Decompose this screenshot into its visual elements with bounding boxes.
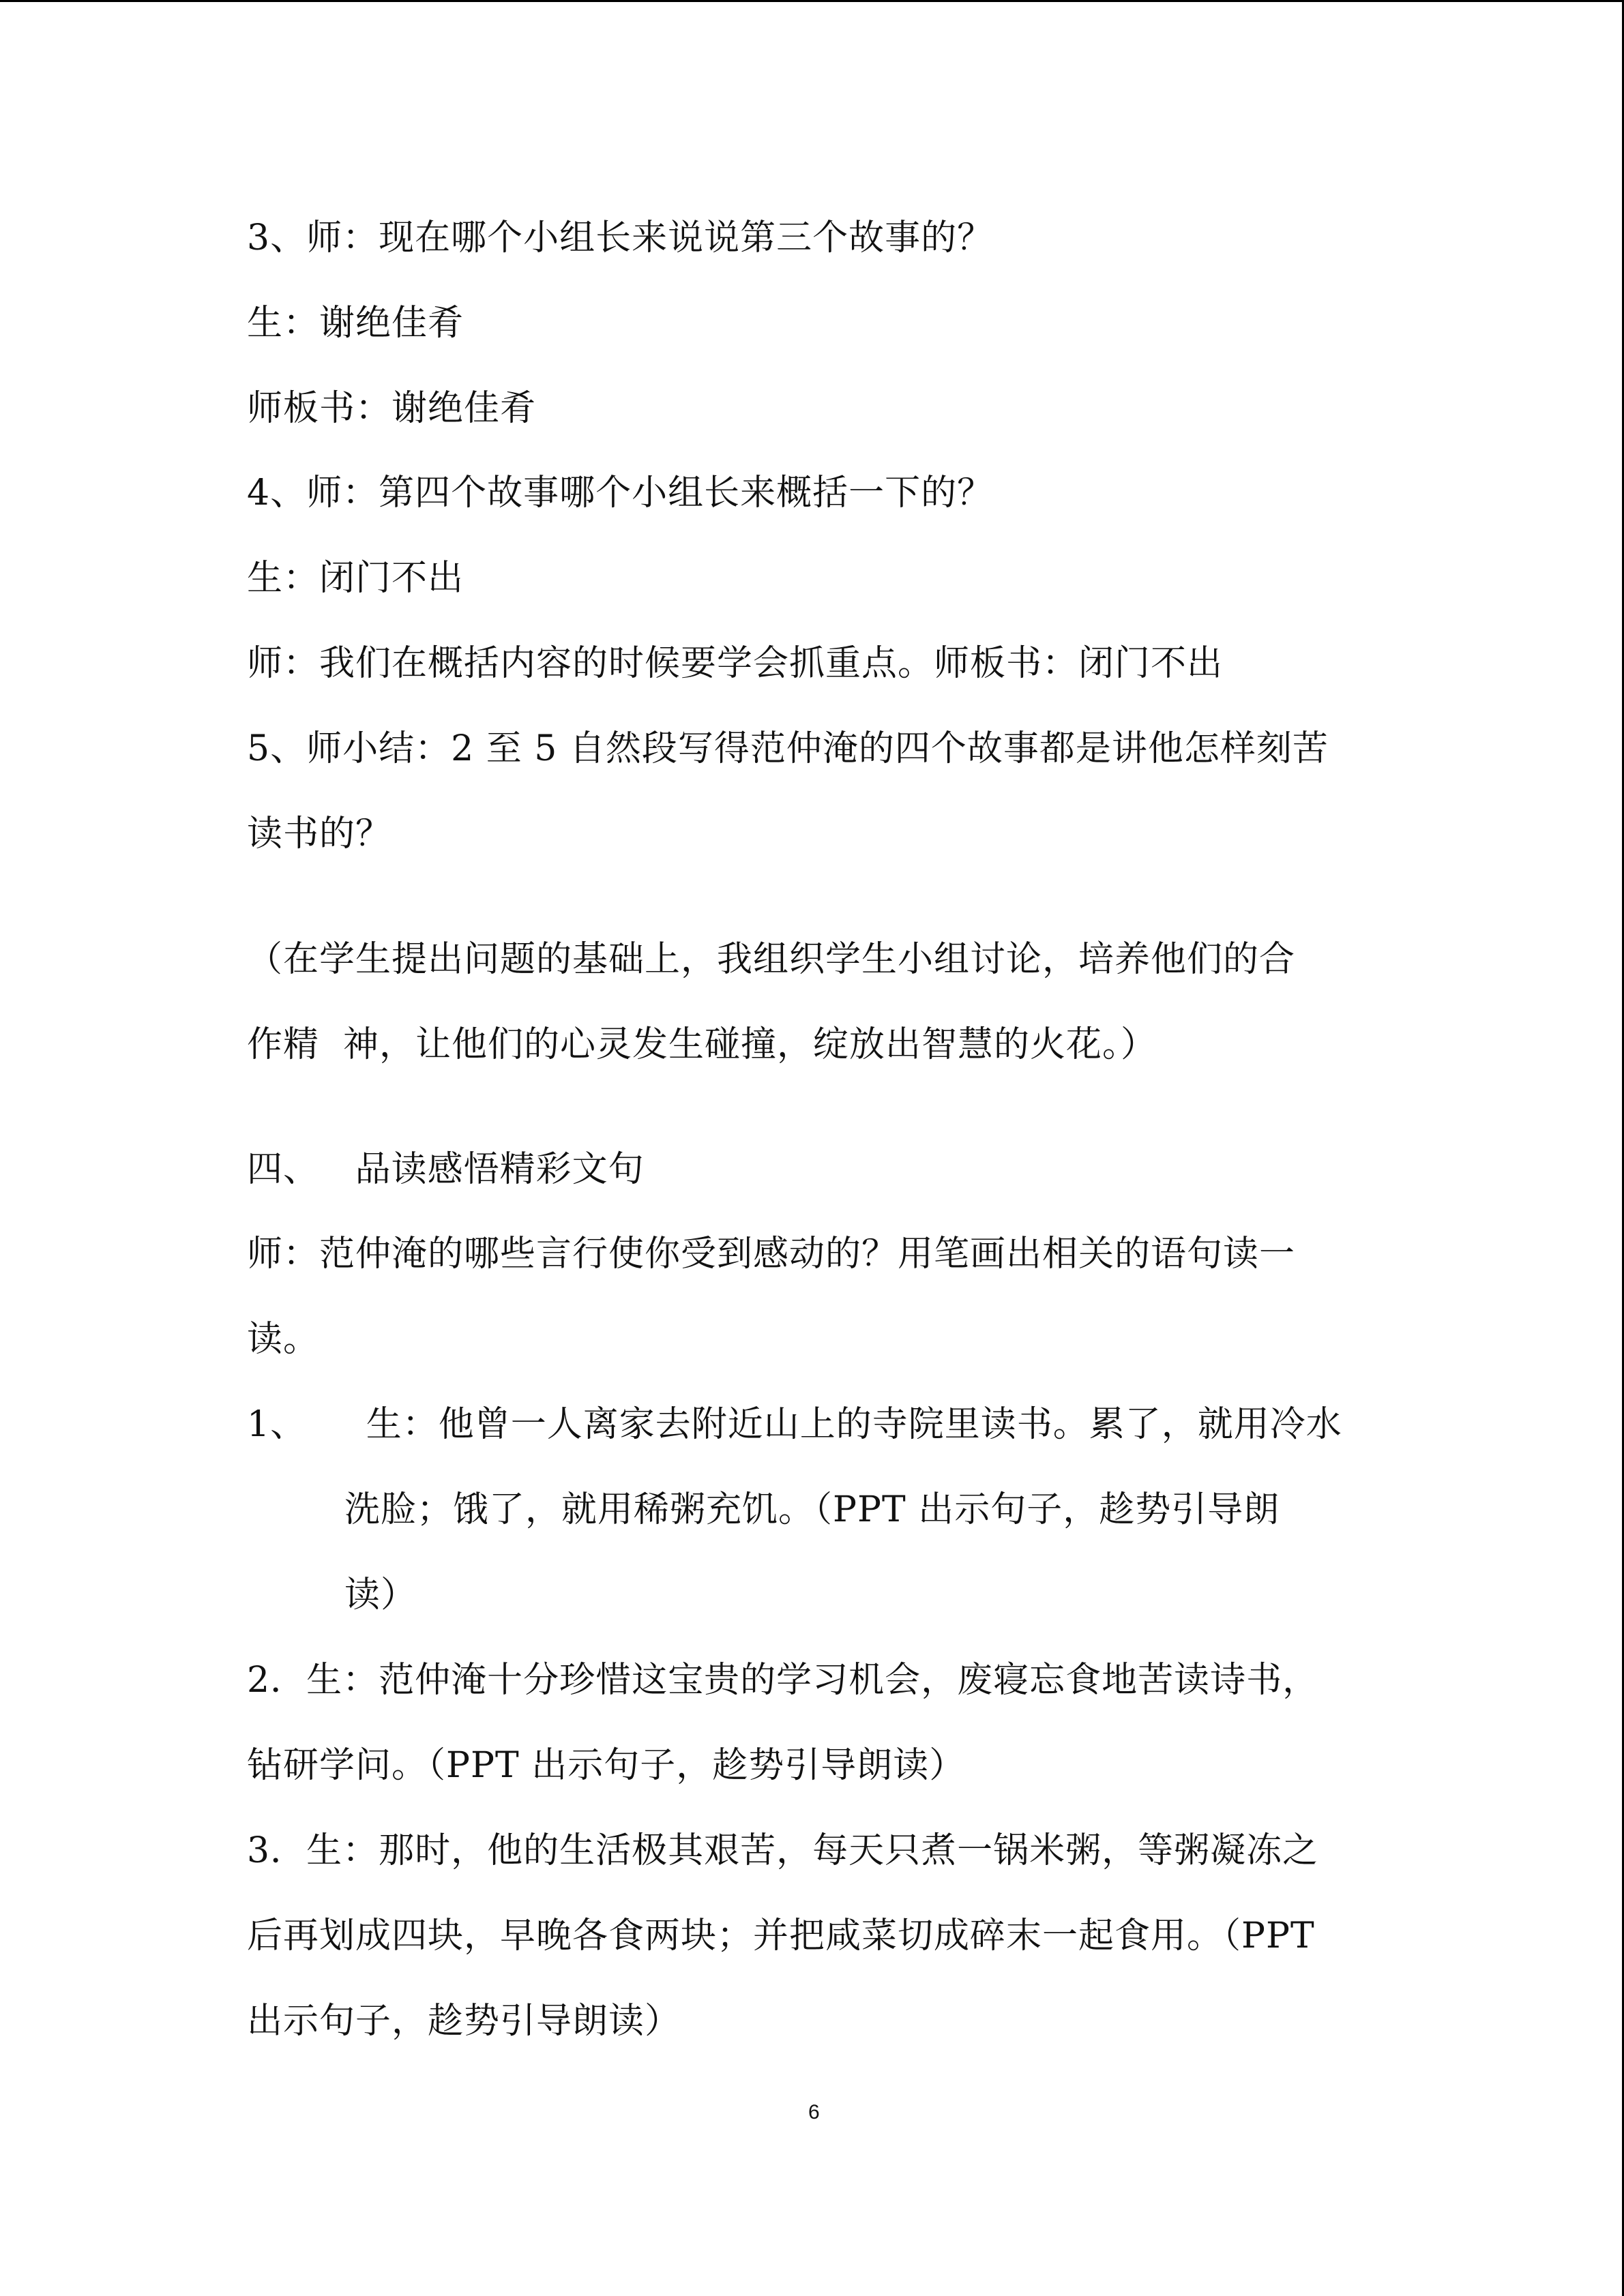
list-item: 2．生：范仲淹十分珍惜这宝贵的学习机会，废寝忘食地苦读诗书，	[247, 1660, 1319, 1701]
text-line: 后再划成四块，早晚各食两块；并把咸菜切成碎末一起食用。（PPT	[247, 1915, 1315, 1956]
text-line: 师板书：谢绝佳肴	[247, 388, 537, 429]
text-line: 3、师：现在哪个小组长来说说第三个故事的？	[247, 218, 994, 258]
section-heading: 四、 品读感悟精彩文句	[247, 1149, 645, 1190]
text-line: 作精 神，让他们的心灵发生碰撞，绽放出智慧的火花。）	[247, 1024, 1157, 1065]
text-line: 出示句子，趁势引导朗读）	[247, 2001, 681, 2042]
text-line: 师：我们在概括内容的时候要学会抓重点。师板书：闭门不出	[247, 643, 1224, 684]
list-item: 3．生：那时，他的生活极其艰苦，每天只煮一锅米粥，等粥凝冻之	[247, 1830, 1319, 1871]
text-line: 生：闭门不出	[247, 558, 464, 599]
text-line: 5、师小结：2 至 5 自然段写得范仲淹的四个故事都是讲他怎样刻苦	[247, 728, 1329, 769]
list-item-continuation: 读）	[344, 1575, 417, 1615]
text-line: 钻研学问。（PPT 出示句子，趁势引导朗读）	[247, 1745, 966, 1786]
text-line: 读书的？	[247, 814, 392, 854]
list-item: 1、 生：他曾一人离家去附近山上的寺院里读书。累了，就用冷水	[247, 1404, 1342, 1445]
text-line: （在学生提出问题的基础上，我组织学生小组讨论，培养他们的合	[247, 939, 1296, 980]
page-number: 6	[808, 2101, 820, 2123]
text-line: 生：谢绝佳肴	[247, 303, 464, 344]
page-top-border	[0, 0, 1624, 2]
list-item-continuation: 洗脸；饿了，就用稀粥充饥。（PPT 出示句子，趁势引导朗	[344, 1489, 1280, 1530]
text-line: 师：范仲淹的哪些言行使你受到感动的？用笔画出相关的语句读一	[247, 1234, 1296, 1274]
text-line: 4、师：第四个故事哪个小组长来概括一下的？	[247, 473, 994, 513]
text-line: 读。	[247, 1319, 320, 1360]
